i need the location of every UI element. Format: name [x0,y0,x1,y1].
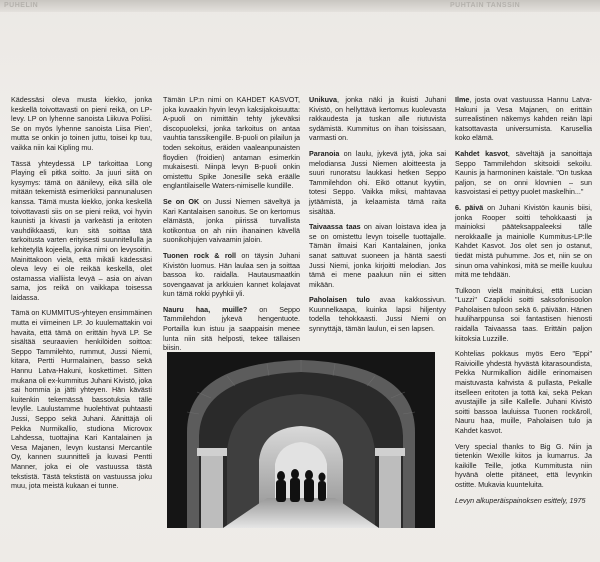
paragraph [163,197,300,245]
song-text: avaa kakkossivun. Kuunnelkaapa, kuinka lapsi hiljentyy todella tehokkaasti. Jussi Niemi on synnyttäjä, tämän laulun, ei sen lapsen. [309,295,446,334]
song-title: Nauru haa, muille? [163,304,248,314]
paragraph [309,222,446,289]
song-title: Se on OK [163,196,200,206]
text-column-4 [455,95,592,511]
text-column-1 [11,95,152,497]
song-text: on täysin Juhani Kivistön luomus. Hän laulaa sen ja soittaa bassoa ko. raidalla. Hautausmaatkin sovengaavat ja arkkuien kannet kolajavat kun tämä rokki pyyhkii yli. [163,250,300,299]
song-text: , säveltäjä ja sanoittaja Seppo Tammilehdon skitsoidi sekoilu. Kaunis ja harmoninen kaistale. "On tuskaa paljon, se on onni klovnien – sun kasvoistasi ei pettyy puolet maskelhin..." [455,148,592,197]
song-text: , jonka näki ja ikuisti Juhani Kivistö, on hellyttävä kertomus kuolevasta rakkaudesta ja tuskan alle riutuvista sydämistä. Kummitus on ihan toisissaan, varmasti on. [309,95,446,143]
song-title: Kahdet kasvot [455,148,508,158]
paragraph [455,149,592,197]
paragraph: Tämän LP:n nimi on KAHDET KASVOT, joka kuvaakin hyvin levyn kaksijakoisuutta: A-puoli on nimittäin tehty jykeväksi discopuoleksi, jonka tarkoitus on antaa vauhtia tanssikengille. B-puoli on pilailun ja toden sekoitus, eräiden vaaleanpunaisten floydien (froidien) antaman esimerkin mukaisesti. Niinpä levyn B-puoli onkin omistettu Spike Jonesille sekä eräälle englantilaiselle Waters-nimiselle kundille. [163,95,300,191]
paragraph [455,95,592,143]
song-text: on Jussi Niemen säveltyä ja Kari Kantalaisen sanoitus. Se on kertomus elämästä, jonka piirissä turvallista kotikontua on ah niin ihanainen kävellä suonikohjujen vaivaamin jaloin. [163,196,300,245]
song-text: on Juhani Kivistön kaunis biisi, jonka Rooper soitti tehokkaasti ja mainioksi pääteksappaleeksi tälle nerokkaalle ja mainiolle Kummitus-LP:lle Kahdet Kasvot. Jos olet sen jo ostanut, tiedät mistä puhumme. Jos et, niin se on sinun oma vahinkosi, mitä se meille kuuluu mitä me tehdään. [455,202,592,280]
credit-line: Levyn alkuperäispainoksen esittely, 1975 [455,495,586,505]
text-column-2 [163,95,300,359]
song-text: on laulu, jykevä jytä, joka sai melodiansa Jussi Niemen aloitteesta ja suuri runoratsu laukkasi hetken Seppo Tammilehdon ohi. Eikö ottanut kyytiin, totesi Seppo. Vaikka miksi, mahtavaa jytäämistä, ja kelaamista tämä raita sisältää. [309,148,446,216]
paragraph: Very special thanks to Big G. Niin ja tietenkin Wexille kiitos ja kumarrus. Ja kaikille Teille, jotka Kummitusta niin hyvänä olette pitäneet, että levynkin ostitte. Mukavia kuunteluita. [455,441,592,489]
paragraph [309,149,446,216]
song-title: Paholaisen tulo [309,295,370,305]
song-title: Paranoia [309,148,340,158]
song-title: Ilme [455,95,470,104]
ghost-heading-left: PUHELIN [4,2,39,9]
paragraph: Tulkoon vielä mainituksi, että Lucian "Luzzi" Czaplicki soitti saksofonisoolon Paholaisen tuloon sekä 6. päivään. Hänen huuliharppunsa soi fantastisen hienosti raidalla Taivaassa taas. Erittäin paljon kiitoksia Luzzille. [455,285,592,343]
song-title: Tuonen rock & roll [163,250,236,260]
paragraph [309,95,446,143]
song-title: Taivaassa taas [309,222,361,232]
paragraph: Tämä on KUMMITUS-yhteyen ensimmäinen mutta ei viimeinen LP. Jo kuulemattakin voi havaita, että tämä on erittäin hyvä LP. Se sisältää seuraavien henkilöiden soittoa: Seppo Tammilehto, rummut, Jussi Niemi, kitara, Pertti Hurmalainen, basso sekä Hannu Latva-Hakuni, koskettimet. Sitten mukana oli ex-kummitus Juhani Kivistö, joka sai hommia ja jätti yhteyen. Hän kävästi kuitenkin tekemässä bassotuksia tälle levylle. Laulustamme huolehtivat puhtaasti Jussi, Seppo sekä Juhani. Äänittäjä oli Pekka Nurmikallio, studiona Microvox Lahdessa, tuottajina Kari Kantalainen ja Vesa Majanen, levyn kustansi Mercantile Oy, kannen suunnitteli ja kuvasi Pentti Manner, joka ei ole vastuussa tästä tekstistä. Tästä tekstistä on vastuussa joku muu, jota meistä kukaan ei tunne. [11,308,153,491]
song-title: Unikuva [309,95,337,104]
paragraph: Tässä yhteydessä LP tarkoittaa Long Playing eli pitkä soitto. Ja juuri siitä on kysymys: tämä on äänilevy, eikä sillä ole mitään tekemistä esimerkiksi pannunalusen kanssa. Tämä musta kiekko, jonka keskellä toivottavasti siis on se pieni reikä, voi hyvin kaunisti ja kivasti ja varkeästi ja eritoten vauhdikkaasti, kun sitä soittaa tätä tarkoitusta varten erityisesti suunnitellulla ja kehitetyllä kojeella, jonka nimi on levysoitin. Mainittakoon vielä, että mikäli kädessäsi oleva levy ei ole reikää keskellä, olet ostamassa vialliista levyä – asia on aivan sama, jos reikä on vaikkapa toisessa laidassa. [11,158,152,302]
paragraph: Kädessäsi oleva musta kiekko, jonka keskellä toivottavasti on pieni reikä, on LP-levy. LP on lyhenne sanoista Liikuva Poliisi. Se on myös lyhenne sanoista Liisa Pien', mutta se onkin jo toinen juttu, toisei kp tuu, vaikka niin kai Kipling mu. [11,95,152,152]
paragraph [163,305,300,353]
archway-photo [167,352,435,528]
paragraph [163,251,300,299]
paragraph: Kohtelias pokkaus myös Eero "Eppi" Raivioille yhdestä hyvästä kitarasoundista, Pekka Nurmikallion äidille erinomaisen maistuvasta kahvista & pullasta, Pekalle itselleen eritoten ja tottä kai, sekä Pekan avustajille ja sille Kallelle. Juhani Kivistö soitti bassoa lauluissa Tuonen rock&roll, Nauru haa, muille, Paholaisen tulo ja Kahdet kasvot. [455,349,592,435]
text-column-3 [309,95,446,340]
song-text: on Seppo Tammilehdon jykevä hengentuote. Portailla kun istuu ja saappaisin menee lunta niin sitä helposti, tekee tällaisen biisin. [163,304,300,353]
paragraph [309,295,446,333]
paragraph [455,203,592,280]
ghost-heading-right: PUHTAIN TANSSIN [450,2,521,9]
song-title: 6. päivä [455,202,484,212]
top-strip [0,0,600,12]
song-text: on aivan loistava idea ja se on omistettu levyn toiselle tuottajalle. Tämän ilmaisi Kari Kantalainen, jonka sanat sattuvat suoneen ja häntä saesti Jussi Niemi, jonka kirjoitti melodian. Jos tämä ei mene paaluun niin ei sitten mikään. [309,222,446,289]
archway-illustration [167,352,435,528]
song-text: , josta ovat vastuussa Hannu Latva-Hakuni ja Vesa Majanen, on erittäin surrealistinen näkemys kahden reiän läpi katsottavasta universumista. Karusellia koko elämä. [455,95,592,143]
